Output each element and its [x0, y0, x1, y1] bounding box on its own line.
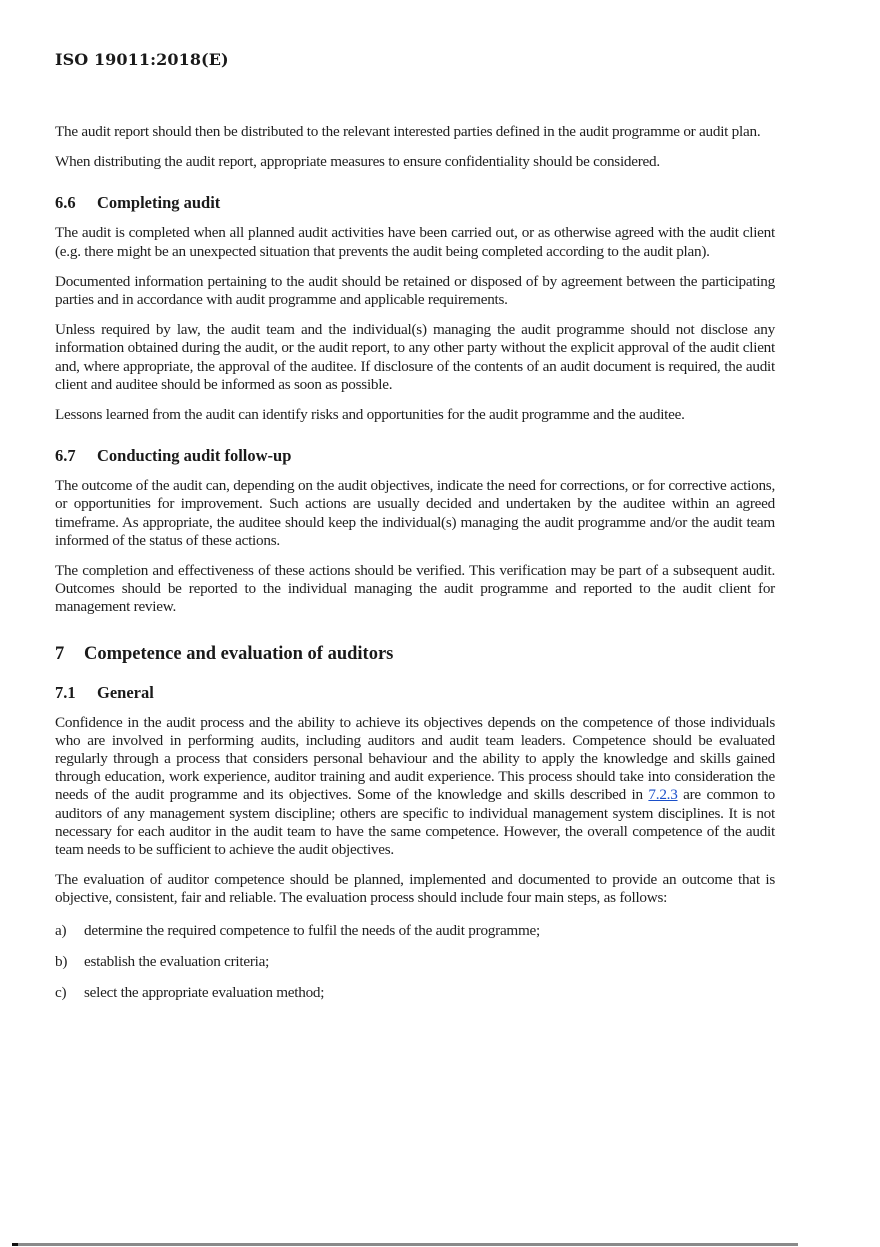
paragraph-text: are common to auditors of any management system discipline; others are specific to individual management system disciplines. It is not necessary for each auditor in the audit team to have the same competence. However, the overall competence of the audit team needs to be sufficient to achieve the audit objectives.: [55, 786, 775, 859]
clause-heading-7-1: [55, 683, 775, 703]
list-item-text: select the appropriate evaluation method;: [84, 984, 325, 1002]
clause-number: 7.1: [55, 682, 76, 702]
paragraph: The audit is completed when all planned audit activities have been carried out, or as otherwise agreed with the audit client (e.g. there might be an unexpected situation that prevents the audit being completed according to the audit plan).: [55, 224, 775, 260]
list-item-text: establish the evaluation criteria;: [84, 952, 270, 970]
list-marker: a): [55, 921, 67, 939]
paragraph: When distributing the audit report, appropriate measures to ensure confidentiality should be considered.: [55, 153, 660, 171]
paragraph-text: Confidence in the audit process and the ability to achieve its objectives depends on the competence of those individuals who are involved in performing audits, including auditors and audit team leaders. Competence should be evaluated regularly through a process that considers personal behaviour and the ability to apply the knowledge and skills gained through education, work experience, auditor training and audit experience. This process should take into consideration the needs of the audit programme and its objectives. Some of the knowledge and skills described in: [55, 713, 775, 804]
paragraph: The evaluation of auditor competence should be planned, implemented and documented to provide an outcome that is objective, consistent, fair and reliable. The evaluation process should include four main steps, as follows:: [55, 871, 775, 907]
clause-title: Competence and evaluation of auditors: [84, 643, 394, 664]
clause-title: General: [97, 682, 154, 702]
list-item: [55, 984, 775, 1002]
clause-heading-7: [55, 643, 775, 665]
paragraph: The completion and effectiveness of these actions should be verified. This verification may be part of a subsequent audit. Outcomes should be reported to the individual managing the audit programme and reported to the audit client for management review.: [55, 562, 775, 616]
paragraph: Lessons learned from the audit can identify risks and opportunities for the audit programme and the auditee.: [55, 406, 685, 424]
cross-reference-link-7-2-3[interactable]: 7.2.3: [648, 786, 678, 804]
clause-title: Conducting audit follow-up: [97, 446, 292, 466]
list-item: [55, 953, 775, 971]
clause-number: 6.7: [55, 446, 76, 466]
paragraph: The outcome of the audit can, depending on the audit objectives, indicate the need for corrections, or for corrective actions, or opportunities for improvement. Such actions are usually decided and undertaken by the auditee within an agreed timeframe. As appropriate, the auditee should keep the individual(s) managing the audit programme and/or the audit team informed of the status of these actions.: [55, 477, 775, 549]
paragraph: [55, 714, 775, 860]
horizontal-scrollbar[interactable]: [12, 1243, 798, 1246]
list-item-text: determine the required competence to fulfil the needs of the audit programme;: [84, 921, 541, 939]
page-content: [55, 123, 775, 1015]
scrollbar-thumb[interactable]: [12, 1243, 18, 1246]
list-marker: c): [55, 984, 67, 1002]
paragraph: The audit report should then be distributed to the relevant interested parties defined in the audit programme or audit plan.: [55, 123, 761, 140]
clause-heading-6-6: [55, 193, 775, 213]
running-header: ISO 19011:2018(E): [55, 50, 229, 69]
list-marker: b): [55, 952, 68, 970]
paragraph: Unless required by law, the audit team and the individual(s) managing the audit programme should not disclose any information obtained during the audit, or the audit report, to any other party without the explicit approval of the audit client and, where appropriate, the approval of the auditee. If disclosure of the contents of an audit document is required, the audit client and auditee should be informed as soon as possible.: [55, 321, 775, 393]
clause-title: Completing audit: [97, 193, 221, 213]
paragraph: Documented information pertaining to the audit should be retained or disposed of by agreement between the participating parties and in accordance with audit programme and applicable requirements.: [55, 272, 775, 309]
clause-number: 6.6: [55, 193, 76, 213]
clause-heading-6-7: [55, 446, 775, 466]
clause-number: 7: [55, 643, 65, 664]
list-item: [55, 922, 775, 940]
